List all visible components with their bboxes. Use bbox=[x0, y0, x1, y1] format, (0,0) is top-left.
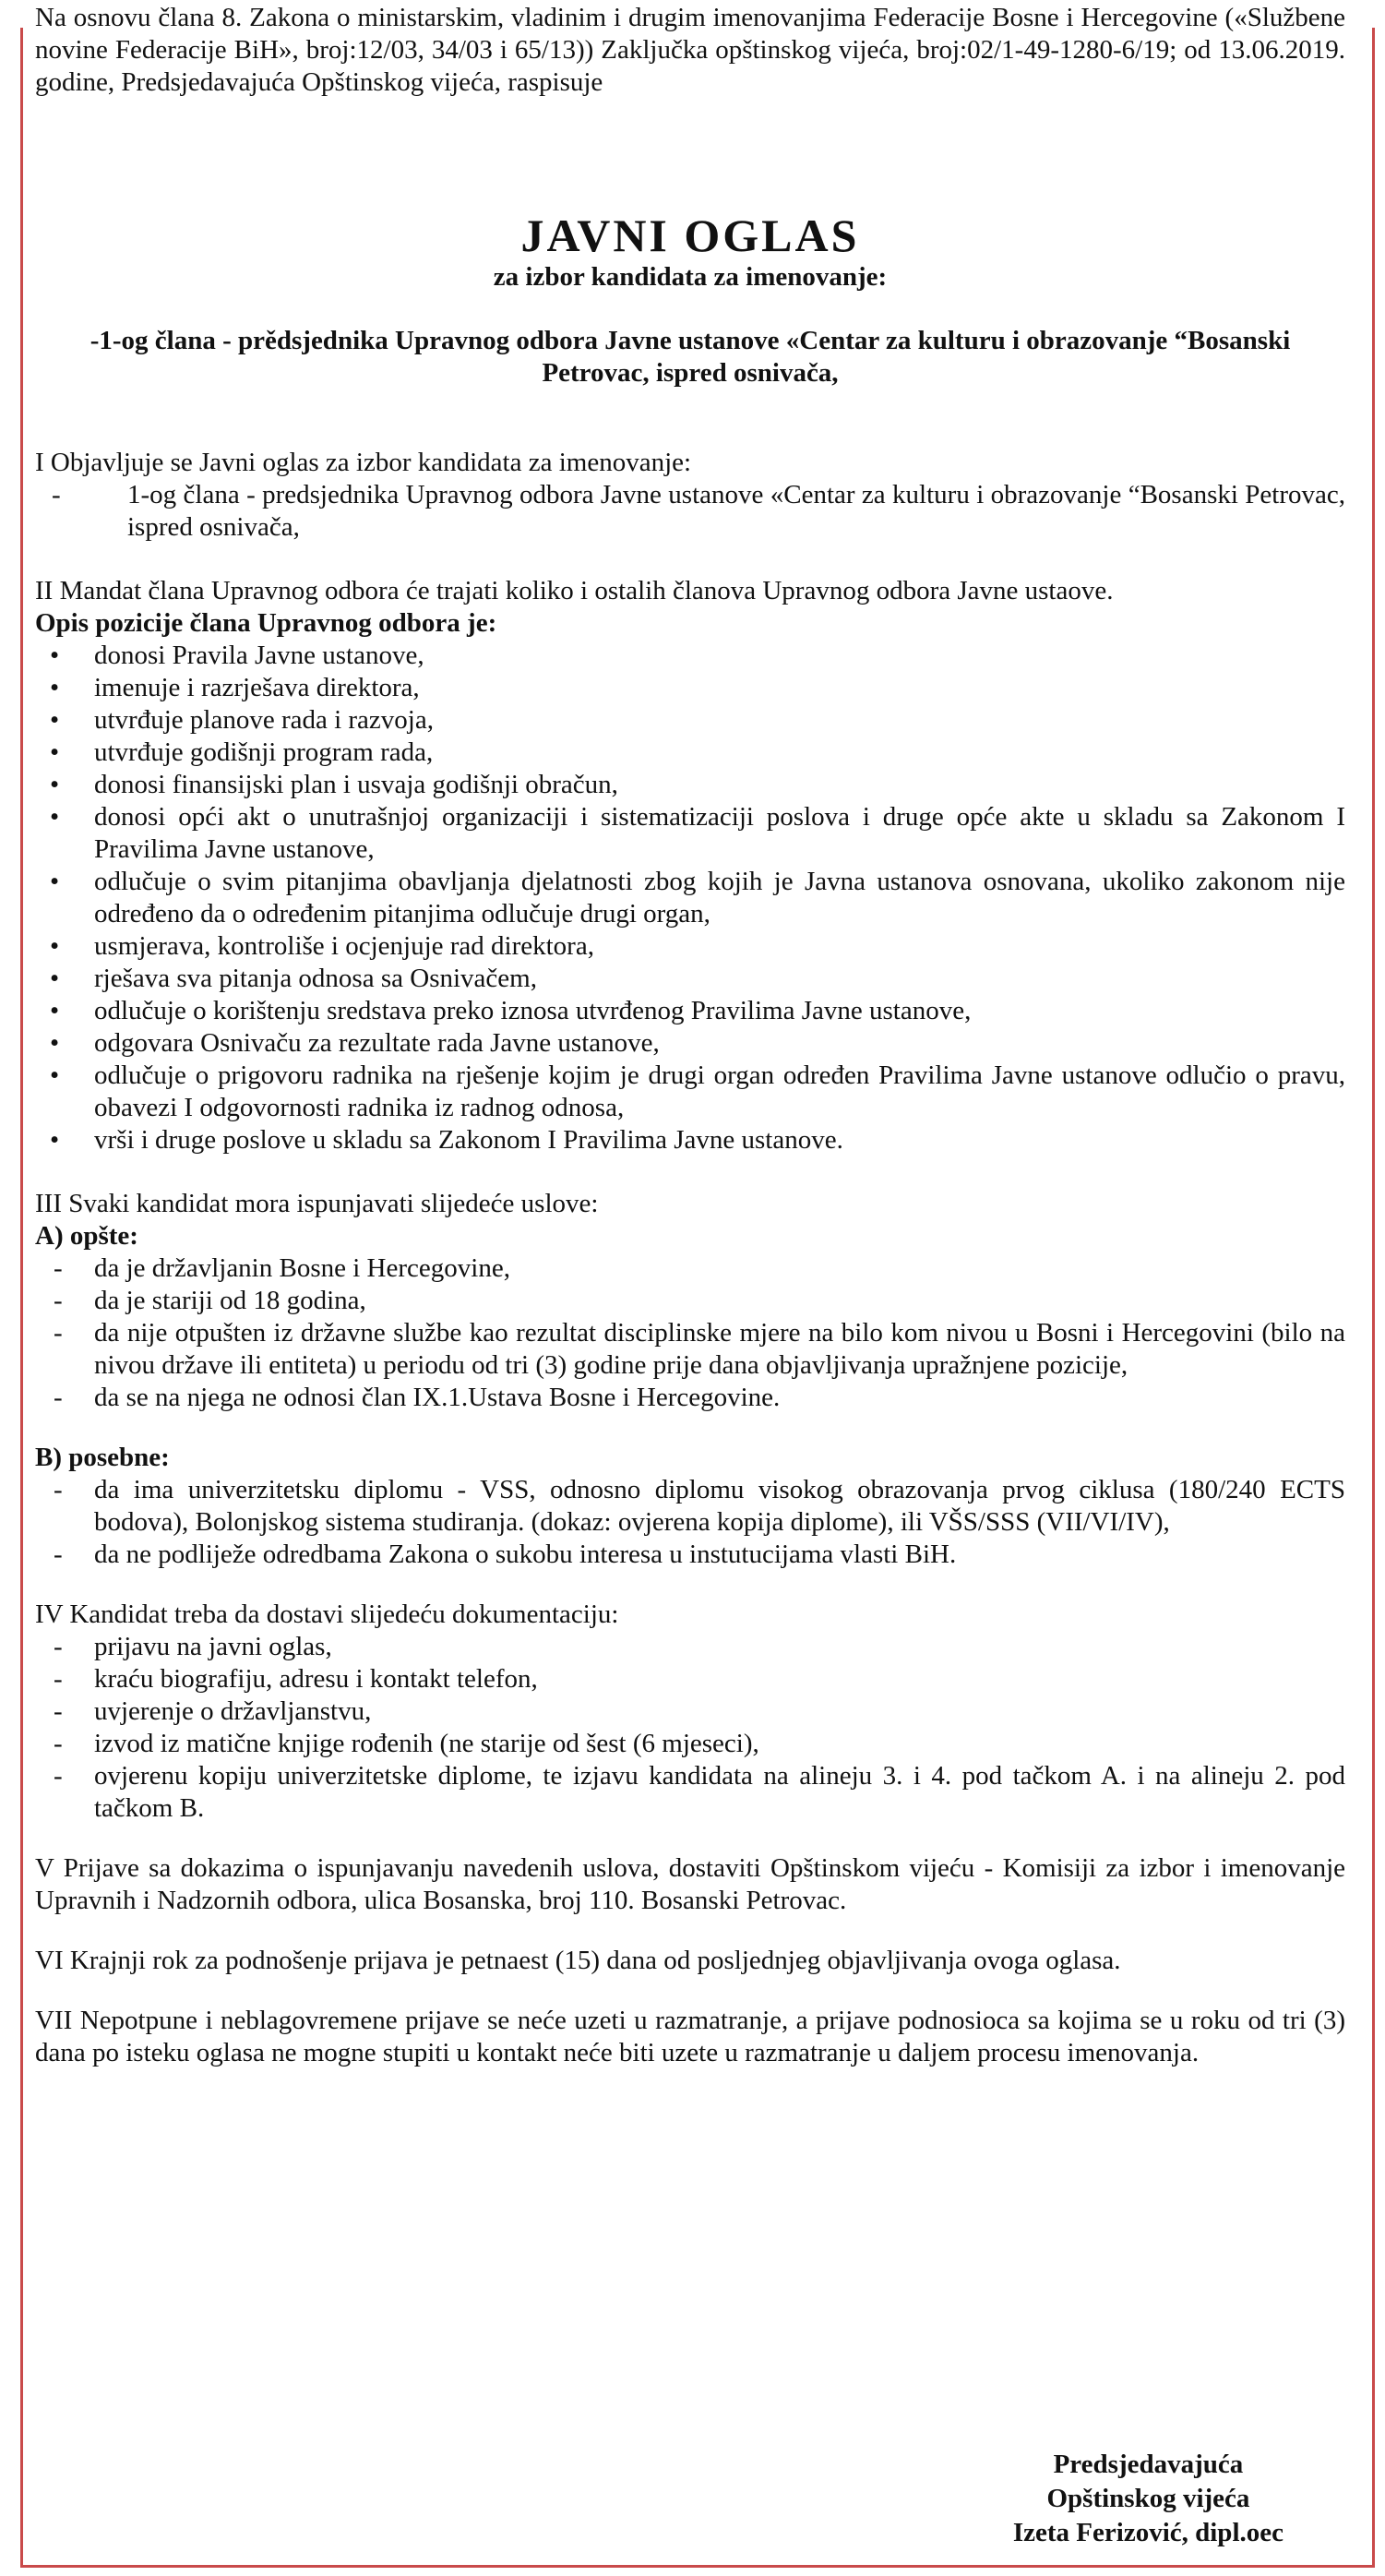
list-item: • donosi finansijski plan i usvaja godišnji obračun, bbox=[35, 769, 1345, 801]
section-4-list bbox=[35, 1631, 1345, 1825]
section-3b-label: B) posebne: bbox=[35, 1443, 170, 1472]
section-1-heading: I Objavljuje se Javni oglas za izbor kandidata za imenovanje: bbox=[35, 448, 692, 477]
list-item: - da nije otpušten iz državne službe kao rezultat disciplinske mjere na bilo kom nivou u Bosni i Hercegovini (bilo na nivou države ili entiteta) u periodu od tri (3) godine prije dana objavljivanja upražnjene pozicije, bbox=[35, 1317, 1345, 1382]
signature-organization: Opštinskog vijeća bbox=[1046, 2484, 1250, 2513]
section-3b-list bbox=[35, 1474, 1345, 1571]
list-item: • utvrđuje planove rada i razvoja, bbox=[35, 704, 1345, 737]
section-2-subheading: Opis pozicije člana Upravnog odbora je: bbox=[35, 608, 497, 638]
list-item: • odgovara Osnivaču za rezultate rada Javne ustanove, bbox=[35, 1027, 1345, 1060]
list-item: • odlučuje o prigovoru radnika na rješenje kojim je drugi organ određen Pravilima Javne ustanove odlučio o pravu, obavezi I odgovornosti radnika iz radnog odnosa, bbox=[35, 1060, 1345, 1124]
list-item: - da je stariji od 18 godina, bbox=[35, 1285, 1345, 1317]
list-item: - da ima univerzitetsku diplomu - VSS, odnosno diplomu visokog obrazovanja prvog ciklusa (180/240 ECTS bodova), Bolonjskog sistema studiranja. (dokaz: ovjerena kopija diplome), ili VŠS/SSS (VII/VI/IV), bbox=[35, 1474, 1345, 1539]
list-item: • donosi opći akt o unutrašnjoj organizaciji i sistematizaciji poslova i druge opće akte u skladu sa Zakonom I Pravilima Javne ustanove, bbox=[35, 801, 1345, 866]
document-body bbox=[35, 0, 1345, 2069]
list-item: • utvrđuje godišnji program rada, bbox=[35, 737, 1345, 769]
section-5-paragraph: V Prijave sa dokazima o ispunjavanju navedenih uslova, dostaviti Opštinskom vijeću - Komisiji za izbor i imenovanje Upravnih i Nadzornih odbora, ulica Bosanska, broj 110. Bosanski Petrovac. bbox=[35, 1853, 1345, 1915]
list-item: - da se na njega ne odnosi član IX.1.Ustava Bosne i Hercegovine. bbox=[35, 1382, 1345, 1414]
signature-name: Izeta Ferizović, dipl.oec bbox=[1012, 2518, 1284, 2547]
signature-block bbox=[1013, 2448, 1284, 2550]
document-subtitle: za izbor kandidata za imenovanje: bbox=[493, 262, 888, 292]
section-2-heading: II Mandat člana Upravnog odbora će trajati koliko i ostalih članova Upravnog odbora Javne ustaove. bbox=[35, 576, 1114, 605]
list-item: - kraću biografiju, adresu i kontakt telefon, bbox=[35, 1663, 1345, 1695]
list-item: - ovjerenu kopiju univerzitetske diplome, te izjavu kandidata na alineju 3. i 4. pod tačkom A. i na alineju 2. pod tačkom B. bbox=[35, 1760, 1345, 1825]
list-item: - da ne podliježe odredbama Zakona o sukobu interesa u instutucijama vlasti BiH. bbox=[35, 1539, 1345, 1571]
section-3a-list bbox=[35, 1252, 1345, 1414]
list-item: • donosi Pravila Javne ustanove, bbox=[35, 640, 1345, 672]
position-heading: -1-og člana - prědsjednika Upravnog odbora Javne ustanove «Centar za kulturu i obrazovanje “Bosanski Petrovac, ispred osnivača, bbox=[90, 326, 1291, 388]
list-item: • odlučuje o korištenju sredstava preko iznosa utvrđenog Pravilima Javne ustanove, bbox=[35, 995, 1345, 1027]
list-item: • odlučuje o svim pitanjima obavljanja djelatnosti zbog kojih je Javna ustanova osnovana, ukoliko zakonom nije određeno da o određenim pitanjima odlučuje drugi organ, bbox=[35, 866, 1345, 930]
section-4-heading: IV Kandidat treba da dostavi slijedeću dokumentaciju: bbox=[35, 1600, 619, 1629]
section-6-paragraph: VI Krajnji rok za podnošenje prijava je petnaest (15) dana od posljednjeg objavljivanja ovoga oglasa. bbox=[35, 1946, 1121, 1975]
list-item: • usmjerava, kontroliše i ocjenjuje rad direktora, bbox=[35, 930, 1345, 963]
section-2-list bbox=[35, 640, 1345, 1156]
list-item: • vrši i druge poslove u skladu sa Zakonom I Pravilima Javne ustanove. bbox=[35, 1124, 1345, 1156]
signature-title: Predsjedavajuća bbox=[1053, 2450, 1244, 2479]
document-title: JAVNI OGLAS bbox=[520, 210, 860, 261]
list-item: - 1-og člana - predsjednika Upravnog odbora Javne ustanove «Centar za kulturu i obrazovanje “Bosanski Petrovac, ispred osnivača, bbox=[35, 479, 1345, 544]
section-3a-label: A) opšte: bbox=[35, 1221, 138, 1251]
section-1-list bbox=[35, 479, 1345, 544]
section-7-paragraph: VII Nepotpune i neblagovremene prijave se neće uzeti u razmatranje, a prijave podnosioca sa kojima se u roku od tri (3) dana po isteku oglasa ne mogne stupiti u kontakt neće biti uzete u razmatranje u daljem procesu imenovanja. bbox=[35, 2006, 1345, 2067]
list-item: - prijavu na javni oglas, bbox=[35, 1631, 1345, 1663]
list-item: • rješava sva pitanja odnosa sa Osnivačem, bbox=[35, 963, 1345, 995]
list-item: - da je državljanin Bosne i Hercegovine, bbox=[35, 1252, 1345, 1285]
list-item: - izvod iz matične knjige rođenih (ne starije od šest (6 mjeseci), bbox=[35, 1728, 1345, 1760]
list-item: • imenuje i razrješava direktora, bbox=[35, 672, 1345, 704]
list-item: - uvjerenje o državljanstvu, bbox=[35, 1695, 1345, 1728]
section-3-heading: III Svaki kandidat mora ispunjavati slijedeće uslove: bbox=[35, 1189, 599, 1218]
intro-paragraph: Na osnovu člana 8. Zakona o ministarskim, vladinim i drugim imenovanjima Federacije Bosne i Hercegovine («Službene novine Federacije BiH», broj:12/03, 34/03 i 65/13)) Zaključka opštinskog vijeća, broj:02/1-49-1280-6/19; od 13.06.2019. godine, Predsjedavajuća Opštinskog vijeća, raspisuje bbox=[35, 3, 1345, 97]
